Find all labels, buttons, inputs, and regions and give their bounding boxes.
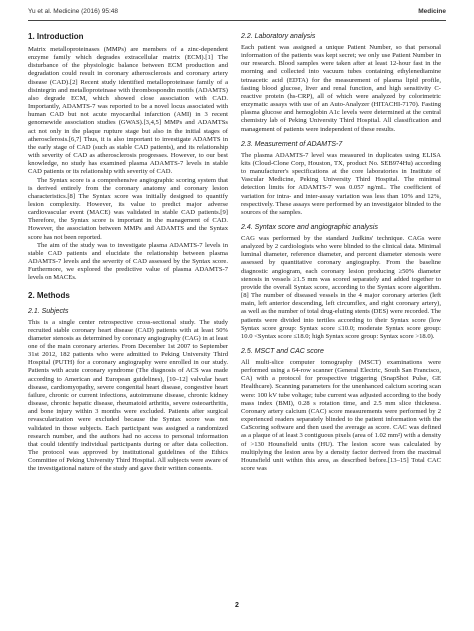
header-journal: Medicine	[418, 8, 446, 15]
right-column	[241, 32, 441, 592]
laboratory-analysis-heading: 2.2. Laboratory analysis	[241, 33, 316, 40]
methods-heading: 2. Methods	[28, 290, 70, 300]
subjects-heading: 2.1. Subjects	[28, 307, 69, 315]
introduction-paragraph-1: Matrix metalloproteinases (MMPs) are members of a zinc-dependent enzyme family which degrades extracellular matrix (ECM).[1] The disturbance of the physiologic balance between ECM production and degradation could result in coronary atherosclerosis and coronary artery disease (CAD).[2] Recent study identified metalloproteinase family of a disintegrin and metalloproteinase with thrombospondin motifs (ADAMTS) also degrade ECM, which showed close association with CAD. Importantly, ADAMTS-7 was reported to be a novel locus associated with human CAD but not acute myocardial infarction (AMI) in 3 recent genomewide association studies (GWAS).[3,4,5] MMPs and ADAMTSs act not only in the plaque rupture stage but also in the initial stages of atherosclerosis.[6,7] Thus, it is also important to investigate ADAMTS in the early stage of CAD (such as stable CAD patients), and its relationship with severity of CAD as atherosclerosis progresses. However, to our best knowledge, no study has examined plasma ADAMTS-7 levels in stable CAD patients or its relationship with severity of CAD.	[28, 46, 228, 176]
introduction-heading: 1. Introduction	[28, 32, 84, 41]
header-rule	[28, 20, 446, 21]
introduction-paragraph-3: The aim of the study was to investigate plasma ADAMTS-7 levels in stable CAD patients and elucidate the relationship between plasma ADAMTS-7 levels and the severity of CAD assessed by the Syntax score. Furthermore, we explored the predictive value of plasma ADAMTS-7 levels on MACEs.	[28, 241, 228, 282]
syntax-score-paragraph: CAG was performed by the standard Judkins' technique. CAGs were analyzed by 2 cardiologists who were blinded to the clinical data. Minimal luminal diameter, reference diameter, and percent diameter stenosis were assessed by quantitative coronary angiography. From the baseline diagnostic angiogram, each coronary lesion producing ≥50% diameter stenosis in vessels ≥1.5 mm was scored separately and added together to provide the overall Syntax score, according to the Syntax score algorithm.[8] The number of diseased vessels in the 4 major coronary arteries (left main, left anterior descending, left circumflex, and right coronary artery), as well as the number of total drug-eluting stents (DES) were recorded. The patients were divided into tertiles according to their Syntax score (low Syntax score group: Syntax score ≤10.0; moderate Syntax score group: 10.0 <Syntax score ≤18.0; high Syntax score group: Syntax score >18.0).	[241, 234, 441, 340]
syntax-score-heading: 2.4. Syntax score and angiographic analysis	[241, 223, 378, 231]
subjects-paragraph: This is a single center retrospective cross-sectional study. The study recruited stable coronary heart disease (CAD) patients with at least 50% diameter stenosis as determined by coronary angiography (CAG) in at least one of the main coronary arteries. From December 1st 2007 to September 31st 2012, 182 patients who were admitted to Peking University Third Hospital (PUTH) for a coronary angiography were enrolled in our study. Patients with acute coronary syndrome (The diagnosis of ACS was made according to American and European guidelines), [10–12] valvular heart disease, cardiomyopathy, severe congenital heart disease, congestive heart failure, chronic or current infections, autoimmune disease, chronic kidney disease, chronic hepatic disease, rheumatoid arthritis, severe osteoarthritis, and bone injury within 3 months were excluded. Patients after surgical revascularization were excluded because the Syntax score was not validated in those subjects. Each participant was assigned a randomized research number, and the authors had no access to personal information that could identify individual participants during or after data collection. The protocol was approved by institutional guidelines of the Ethics Committee of Peking University Third Hospital. All subjects were aware of the investigational nature of the study and gave their written consents.	[28, 318, 228, 473]
header-citation: Yu et al. Medicine (2016) 95:48	[28, 8, 118, 15]
introduction-paragraph-2: The Syntax score is a comprehensive angiographic scoring system that is derived entirely from the coronary anatomy and coronary lesion characteristics.[8] The Syntax score was initially designed to quantify lesion complexity. However, its value to predict major adverse cardiovascular event (MACE) was validated in stable CAD patients.[9] Therefore, the Syntax score is important in the management of CAD. However, the association between MMPs and ADAMTS and the Syntax score has not been reported.	[28, 176, 228, 241]
msct-paragraph: All multi-slice computer tomography (MSCT) examinations were performed using a 64-row scanner (General Electric, South San Francisco, CA) with a protocol for prospective triggering (SnapShot Pulse, GE Healthcare). Scanning parameters for the unenhanced calcium scoring scan were: 100 kV tube voltage; tube current was adjusted according to the body mass index (BMI), 0.28 s rotation time, and 2.5 mm slice thickness. Coronary artery calcium (CAC) score measurements were performed by 2 experienced readers separately blinded to the patient information with the CaScoring software and then used the average as score. CAC was defined as a plaque of at least 3 contiguous pixels (area of 1.02 mm²) with a density of >130 Hounsfield units (HU). The lesion score was calculated by multiplying the lesion area by a density factor derived from the maximal Hounsfield unit within this area, as described before.[13–15] Total CAC score was	[241, 359, 441, 473]
laboratory-analysis-paragraph: Each patient was assigned a unique Patient Number, so that personal information of the patients was kept secret; we only use Patient Number in our research. Blood samples were taken after at least 12-hour fast in the morning and collected into vacuum tubes containing ethylenediamine tetraacetic acid (EDTA) for the measurement of plasma lipid profile, fasting blood glucose, liver and renal function, and high sensitivity C-reactive protein (hs-CRP), all of which were analyzed by colorimetric enzymatic assays with use of an Auto-Analyzer (HITACHI-7170). Fasting plasma glucose and hemoglobin A1c levels were determined at the central chemistry lab of Peking University Third Hospital. All classification and management of patients were independent of these results.	[241, 44, 441, 133]
msct-heading: 2.5. MSCT and CAC score	[241, 348, 324, 355]
measurement-paragraph: The plasma ADAMTS-7 level was measured in duplicates using ELISA kits (Cloud-Clone Corp, Houston, TX, product No. SEB974Hu) according to manufacturer's specifications at the core laboratories in Institute of Vascular Medicine, Peking University Third Hospital. The minimal detection limits for ADAMTS-7 was 0.057 ng/mL. The coefficient of variation for intra- and inter-assay variation was less than 10% and 12%, respectively. These assays were performed by an investigator blinded to the sources of the samples.	[241, 151, 441, 216]
running-header	[28, 8, 446, 20]
left-column	[28, 32, 228, 592]
measurement-heading: 2.3. Measurement of ADAMTS-7	[241, 140, 343, 148]
page-number: 2	[235, 602, 239, 609]
